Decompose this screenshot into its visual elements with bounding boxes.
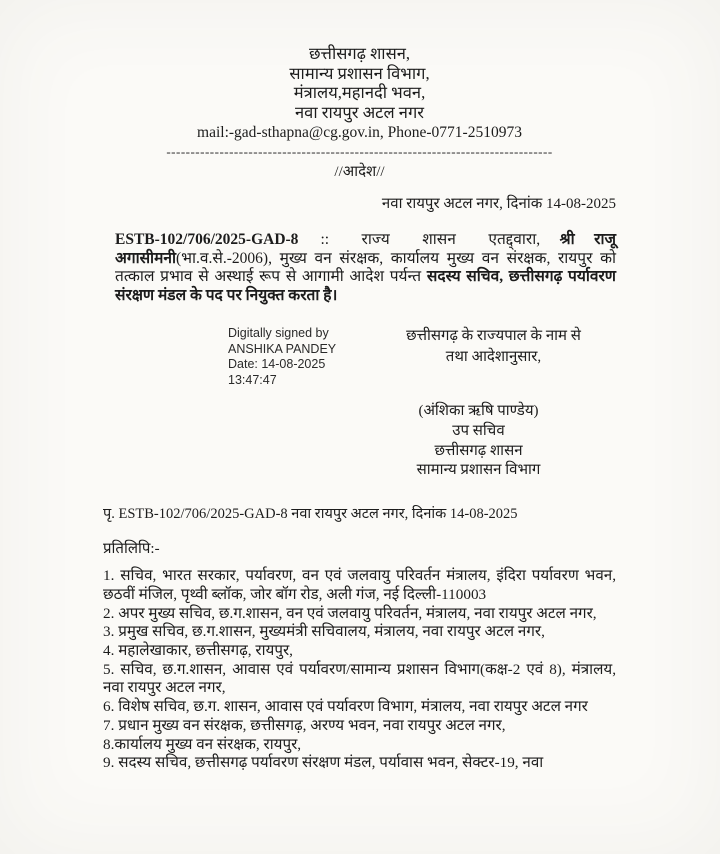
appointee-name: श्री राजू अगासीमनी xyxy=(115,231,617,267)
list-item: 1. सचिव, भारत सरकार, पर्यावरण, वन एवं जलवायु परिवर्तन मंत्रालय, इंदिरा पर्यावरण भवन, छठवीं मंजिल, पृथ्वी ब्लॉक, जोर बॉग रोड, अली गंज, नई दिल्ली-110003 xyxy=(103,567,616,603)
order-reference-number: ESTB-102/706/2025-GAD-8 xyxy=(115,231,299,248)
place-date-line: नवा रायपुर अटल नगर, दिनांक 14-08-2025 xyxy=(381,196,616,212)
copy-to-label: प्रतिलिपि:- xyxy=(103,541,160,558)
signer-block xyxy=(361,402,596,481)
signature-row xyxy=(103,326,616,388)
digital-signature-name: ANSHIKA PANDEY xyxy=(228,341,337,356)
digital-signature-time: 13:47:47 xyxy=(228,372,277,387)
appointment-post-text: सदस्य सचिव, छत्तीसगढ़ पर्यावरण संरक्षण मंडल के पद पर नियुक्त करता है। xyxy=(115,268,616,304)
digital-signature-date: Date: 14-08-2025 xyxy=(228,357,326,372)
digital-signature-stamp xyxy=(228,326,383,388)
list-item: 7. प्रधान मुख्य वन संरक्षक, छत्तीसगढ़, अरण्य भवन, नवा रायपुर अटल नगर, xyxy=(103,716,506,734)
list-item: 5. सचिव, छ.ग.शासन, आवास एवं पर्यावरण/सामान्य प्रशासन विभाग(कक्ष-2 एवं 8), मंत्रालय, नवा रायपुर अटल नगर, xyxy=(103,660,616,697)
endorsement-reference-line: पृ. ESTB-102/706/2025-GAD-8 नवा रायपुर अटल नगर, दिनांक 14-08-2025 xyxy=(103,506,518,523)
authority-line: छत्तीसगढ़ के राज्यपाल के नाम से xyxy=(406,328,581,345)
letterhead-government: छत्तीसगढ़ शासन, xyxy=(308,44,411,63)
list-item: 2. अपर मुख्य सचिव, छ.ग.शासन, वन एवं जलवायु परिवर्तन, मंत्रालय, नवा रायपुर अटल नगर, xyxy=(103,604,597,622)
signer-department: सामान्य प्रशासन विभाग xyxy=(416,462,541,479)
authority-statement xyxy=(391,326,596,368)
order-body-text: (भा.व.से.-2006), मुख्य वन संरक्षक, कार्यालय मुख्य वन संरक्षक, रायपुर को तत्काल प्रभाव से अस्थाई रूप से आगामी आदेश पर्यन्त xyxy=(115,249,616,286)
order-paragraph xyxy=(115,231,616,305)
order-heading: //आदेश// xyxy=(334,164,385,180)
signer-designation: उप सचिव xyxy=(452,423,505,440)
list-item: 4. महालेखाकार, छत्तीसगढ़, रायपुर, xyxy=(103,642,293,659)
letterhead-city: नवा रायपुर अटल नगर xyxy=(295,102,424,122)
list-item: 8.कार्यालय मुख्य वन संरक्षक, रायपुर, xyxy=(103,735,302,753)
dashed-divider: -------------------------------------------------------------------------------- xyxy=(166,144,553,159)
letterhead-department: सामान्य प्रशासन विभाग, xyxy=(289,63,430,83)
list-item: 3. प्रमुख सचिव, छ.ग.शासन, मुख्यमंत्री सचिवालय, मंत्रालय, नवा रायपुर अटल नगर, xyxy=(103,623,545,641)
letterhead xyxy=(103,44,616,122)
authority-line: तथा आदेशानुसार, xyxy=(445,349,542,366)
signer-name: (अंशिका ऋषि पाण्डेय) xyxy=(418,403,539,420)
letterhead-building: मंत्रालय,महानदी भवन, xyxy=(293,83,426,102)
distribution-list xyxy=(103,567,616,773)
order-intro-text: :: राज्य शासन एतद्द्वारा, xyxy=(320,231,541,248)
list-item: 9. सदस्य सचिव, छत्तीसगढ़ पर्यावरण संरक्षण मंडल, पर्यावास भवन, सेक्टर-19, नवा xyxy=(103,754,544,772)
list-item: 6. विशेष सचिव, छ.ग. शासन, आवास एवं पर्यावरण विभाग, मंत्रालय, नवा रायपुर अटल नगर xyxy=(103,698,588,716)
digital-signature-line: Digitally signed by xyxy=(228,326,329,341)
signer-government: छत्तीसगढ़ शासन xyxy=(434,442,523,459)
contact-line: mail:-gad-sthapna@cg.gov.in, Phone-0771-2510973 xyxy=(197,124,522,141)
